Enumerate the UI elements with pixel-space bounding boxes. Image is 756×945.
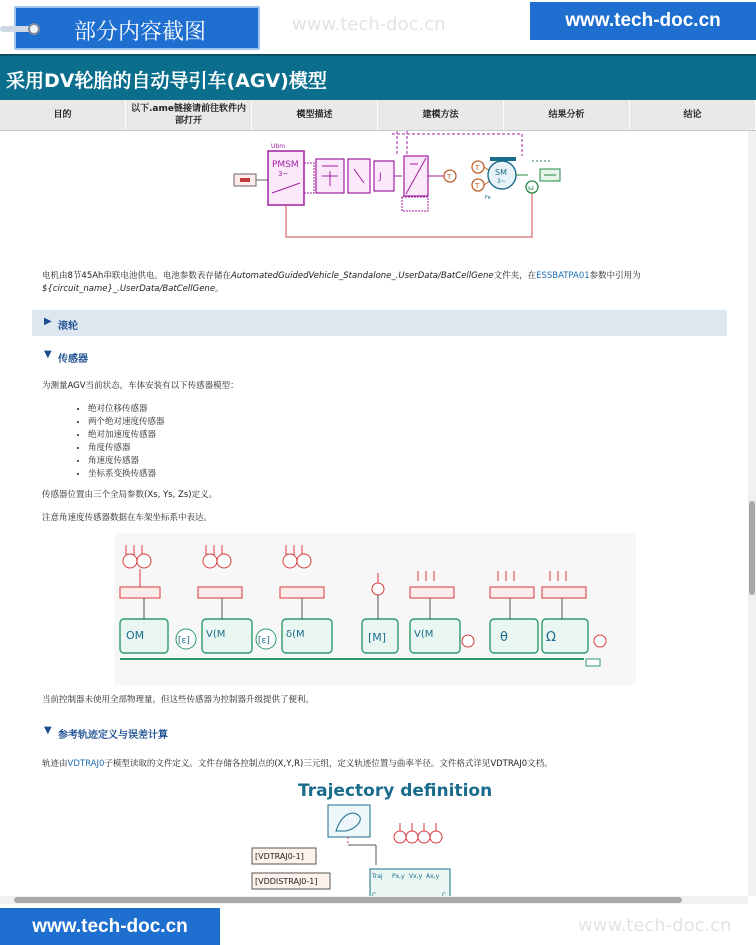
tab-ame-links[interactable]: 以下.ame链接请前往软件内部打开 xyxy=(126,100,252,130)
port-traj-label: Traj xyxy=(372,873,383,880)
list-item: • 坐标系变换传感器 xyxy=(88,468,165,481)
section-wheels[interactable] xyxy=(32,310,727,336)
tab-purpose[interactable]: 目的 xyxy=(0,100,126,130)
sensor-eps-label-1: [ε] xyxy=(178,636,190,646)
section-trajectory-title: 参考轨迹定义与误差计算 xyxy=(58,730,168,741)
list-item: • 角速度传感器 xyxy=(88,455,165,468)
sensor-accel-label: δ(M xyxy=(286,629,305,640)
trajectory-paragraph: 轨迹由VDTRAJ0子模型读取的文件定义。文件存储各控制点的(X,Y,R)三元组，定义轨迹位置与曲率半径。文件格式详见VDTRAJ0文档。 xyxy=(42,759,553,769)
angular-velocity-note: 注意角速度传感器数据在车架坐标系中表达。 xyxy=(42,513,213,523)
tab-conclusion[interactable]: 结论 xyxy=(630,100,756,130)
controller-note: 当前控制器未使用全部物理量，但这些传感器为控制器升级提供了便利。 xyxy=(42,695,315,705)
vdtraj0-box-label: [VDTRAJ0-1] xyxy=(255,852,304,861)
pmsm-ubm-label: Ubm xyxy=(271,143,286,150)
sensor-eps-label-2: [ε] xyxy=(258,636,270,646)
sm-fe-label: Fe xyxy=(485,195,491,201)
list-item: • 两个绝对速度传感器 xyxy=(88,416,165,429)
pmsm-phase-label: 3~ xyxy=(278,170,289,178)
t-label-1: T xyxy=(447,173,452,181)
section-trajectory[interactable] xyxy=(32,723,727,743)
title-bar xyxy=(0,54,756,100)
section-sensors[interactable] xyxy=(32,347,727,367)
collapse-arrow-icon[interactable]: ▼ xyxy=(44,725,52,736)
sm-phase-label: 3~ xyxy=(497,178,506,185)
section-sensors-title: 传感器 xyxy=(58,354,88,365)
screenshot-badge xyxy=(14,6,260,50)
site-badge: www.tech-doc.cn xyxy=(530,2,756,40)
trajectory-figure-title: Trajectory definition xyxy=(298,781,493,801)
port-axy-label: Ax,y xyxy=(426,873,440,880)
port-pxy-label: Px,y xyxy=(392,873,405,880)
sensor-velocity-label-1: V(M xyxy=(206,629,226,640)
vddistraj0-box-label: [VDDISTRAJ0-1] xyxy=(255,877,318,886)
collapse-arrow-icon[interactable]: ▼ xyxy=(44,349,52,360)
tab-results[interactable]: 结果分析 xyxy=(504,100,630,130)
tab-bar xyxy=(0,100,756,131)
sensor-m-label: [M] xyxy=(368,631,387,644)
pin-head-icon xyxy=(28,23,40,35)
svg-text:ω: ω xyxy=(528,184,534,192)
badge-label: 部分内容截图 xyxy=(74,20,207,45)
document-content xyxy=(0,131,748,896)
watermark: www.tech-doc.cn xyxy=(292,14,446,35)
section-wheels-title: 滚轮 xyxy=(58,321,78,332)
top-banner xyxy=(0,0,756,56)
essbatpa01-link[interactable]: ESSBATPA01 xyxy=(536,271,590,281)
sensors-intro: 为测量AGV当前状态，车体安装有以下传感器模型： xyxy=(42,381,239,391)
horizontal-scrollbar[interactable] xyxy=(0,896,748,904)
trajectory-diagram xyxy=(250,803,480,896)
svg-text:J: J xyxy=(379,172,382,182)
vdtraj0-link[interactable]: VDTRAJ0 xyxy=(67,759,105,769)
sensor-om-label: OM xyxy=(126,629,145,642)
sensor-omega-label: Ω xyxy=(546,630,556,645)
horizontal-scrollbar-thumb[interactable] xyxy=(14,897,682,903)
sensor-velocity-label-2: V(M xyxy=(414,629,434,640)
watermark-bottom: www.tech-doc.cn xyxy=(578,915,732,936)
tab-model-description[interactable]: 模型描述 xyxy=(252,100,378,130)
list-item: • 绝对加速度传感器 xyxy=(88,429,165,442)
pmsm-label: PMSM xyxy=(272,160,299,170)
page-title: 采用DV轮胎的自动导引车(AGV)模型 xyxy=(6,70,327,92)
sensor-list xyxy=(74,403,165,481)
battery-paragraph: 电机由8节45Ah串联电池供电。电池参数表存储在AutomatedGuidedVehicle_Standalone_.UserData/BatCellGene文件夹，在ESSBATPA01参数中引用为 ${circuit_name}_.UserData/BatCellGene。 xyxy=(42,271,641,294)
site-badge-bottom: www.tech-doc.cn xyxy=(0,908,220,945)
t-label-2: T xyxy=(475,164,480,172)
tab-modeling-method[interactable]: 建模方法 xyxy=(378,100,504,130)
sensor-theta-label: θ xyxy=(500,630,508,645)
motor-drive-diagram xyxy=(232,131,562,243)
expand-arrow-icon[interactable]: ▶ xyxy=(44,316,52,327)
list-item: • 角度传感器 xyxy=(88,442,165,455)
port-vxy-label: Vx,y xyxy=(409,873,423,880)
sm-label: SM xyxy=(495,168,507,177)
vertical-scrollbar-thumb[interactable] xyxy=(749,501,755,595)
sensor-position-note: 传感器位置由三个全局参数(Xs, Ys, Zs)定义。 xyxy=(42,490,218,500)
list-item: • 绝对位移传感器 xyxy=(88,403,165,416)
sensor-diagram xyxy=(114,533,636,685)
vertical-scrollbar[interactable] xyxy=(748,131,756,896)
svg-text:T: T xyxy=(475,182,480,190)
